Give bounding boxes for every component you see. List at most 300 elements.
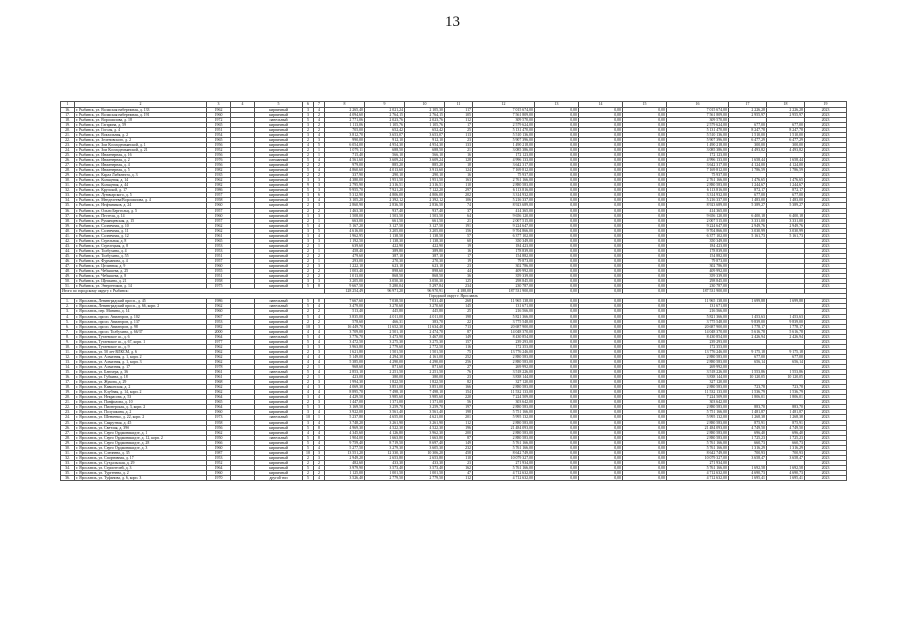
table-cell: 3 050,30 bbox=[365, 279, 405, 284]
table-cell: 24. bbox=[61, 415, 75, 420]
table-cell: 33. bbox=[61, 460, 75, 465]
table-cell: 16. bbox=[61, 375, 75, 380]
table-cell: 8 bbox=[314, 435, 325, 440]
table-cell: 3 bbox=[314, 349, 325, 354]
table-cell: 0,00 bbox=[579, 324, 623, 329]
table-cell: 2 771,06 bbox=[325, 117, 365, 122]
table-cell: 184 423,00 bbox=[473, 243, 535, 248]
table-cell: 3 bbox=[314, 264, 325, 269]
table-cell: 883,70 bbox=[767, 405, 805, 410]
table-cell: 7 921,20 bbox=[365, 188, 405, 193]
table-cell: 110 bbox=[445, 183, 473, 188]
table-cell: 270,30 bbox=[365, 259, 405, 264]
table-cell: 125 bbox=[445, 279, 473, 284]
table-cell: 2023 bbox=[805, 339, 847, 344]
table-cell: 28. bbox=[61, 168, 75, 173]
table-cell: 0,00 bbox=[535, 284, 579, 289]
table-cell: 6 477,29 bbox=[767, 137, 805, 142]
table-cell: 3 bbox=[314, 405, 325, 410]
table-cell: 1 951,50 bbox=[365, 178, 405, 183]
table-cell: 2023 bbox=[805, 218, 847, 223]
table-cell: 2023 bbox=[805, 344, 847, 349]
table-cell: 27 bbox=[445, 364, 473, 369]
table-cell: г. Рыбинск, ул. Солнечная, д. 11 bbox=[75, 228, 207, 233]
table-cell: 156 bbox=[445, 228, 473, 233]
table-cell: 2 bbox=[303, 137, 314, 142]
table-cell: 2023 bbox=[805, 354, 847, 359]
table-cell: 8 bbox=[314, 425, 325, 430]
table-cell: 1 bbox=[314, 364, 325, 369]
table-cell: 40. bbox=[61, 228, 75, 233]
table-cell: 4 522,30 bbox=[405, 425, 445, 430]
table-cell: 47. bbox=[61, 264, 75, 269]
table-cell: 293,00 bbox=[325, 259, 365, 264]
table-cell: 2 880 583,00 bbox=[473, 405, 535, 410]
table-cell: 4 954,30 bbox=[365, 142, 405, 147]
table-cell: 5 bbox=[303, 188, 314, 193]
table-cell: 1982 bbox=[207, 183, 231, 188]
total-cell: 187 531 900,00 bbox=[473, 289, 535, 294]
table-cell: 33. bbox=[61, 193, 75, 198]
header-cell: 4 bbox=[231, 102, 255, 108]
table-cell: 0,00 bbox=[623, 410, 667, 415]
table-cell: 458 bbox=[445, 450, 473, 455]
table-cell: 4 345,60 bbox=[325, 430, 365, 435]
table-cell: 0,00 bbox=[623, 274, 667, 279]
table-cell: панельный bbox=[255, 370, 303, 375]
table-cell: 3 479,00 bbox=[325, 304, 365, 309]
table-cell: 5 bbox=[303, 465, 314, 470]
table-cell: 10. bbox=[61, 344, 75, 349]
table-cell: кирпичный bbox=[255, 122, 303, 127]
table-cell: кирпичный bbox=[255, 445, 303, 450]
table-cell: 37. bbox=[61, 213, 75, 218]
total-cell: 128 254,49 bbox=[325, 289, 365, 294]
table-cell: 4 094,60 bbox=[325, 112, 365, 117]
table-cell: 9 175,18 bbox=[729, 349, 767, 354]
table-cell: 0,00 bbox=[535, 274, 579, 279]
table-cell: 1965 bbox=[207, 238, 231, 243]
header-cell: 7 bbox=[314, 102, 325, 108]
table-cell: 230 787,00 bbox=[473, 284, 535, 289]
table-cell: 290,10 bbox=[405, 173, 445, 178]
table-cell: г. Ярославль, просп. Авиаторов, д. 98 bbox=[75, 324, 207, 329]
table-cell: 22. bbox=[61, 137, 75, 142]
table-cell: 1 508,00 bbox=[325, 213, 365, 218]
table-cell: 0,00 bbox=[535, 223, 579, 228]
table-cell: 1. bbox=[61, 299, 75, 304]
table-cell: 8 923 689,00 bbox=[473, 203, 535, 208]
table-cell: 4 616,00 bbox=[325, 228, 365, 233]
table-cell: 0,00 bbox=[535, 168, 579, 173]
table-cell: 23 bbox=[445, 375, 473, 380]
table-cell: 1 725,23 bbox=[729, 435, 767, 440]
table-cell: 3 573,40 bbox=[405, 465, 445, 470]
table-cell: 5 277,50 bbox=[325, 445, 365, 450]
table-cell: 1962 bbox=[207, 349, 231, 354]
table-cell: 4 655,00 bbox=[365, 415, 405, 420]
table-cell: 0,00 bbox=[535, 198, 579, 203]
table-cell: 2 bbox=[303, 218, 314, 223]
table-cell: 1964 bbox=[207, 395, 231, 400]
table-cell: 0,00 bbox=[579, 142, 623, 147]
table-cell: 0,00 bbox=[623, 279, 667, 284]
table-cell: 1962 bbox=[207, 354, 231, 359]
table-cell: 2023 bbox=[805, 122, 847, 127]
table-cell: 0,00 bbox=[579, 450, 623, 455]
table-cell: кирпичный bbox=[255, 465, 303, 470]
table-cell: г. Ярославль, ул. Светлая, д. 39б bbox=[75, 425, 207, 430]
table-cell: 2023 bbox=[805, 314, 847, 319]
table-cell: 2023 bbox=[805, 137, 847, 142]
table-cell: 0,00 bbox=[579, 395, 623, 400]
table-cell: 0,00 bbox=[579, 410, 623, 415]
table-cell: 2023 bbox=[805, 329, 847, 334]
table-cell: 4 bbox=[314, 395, 325, 400]
table-cell: 2023 bbox=[805, 228, 847, 233]
table-cell: г. Ярославль, ул. Губкина, д. 18 bbox=[75, 375, 207, 380]
table-cell: 1970 bbox=[207, 476, 231, 481]
table-cell: 2 474,70 bbox=[405, 329, 445, 334]
table-cell: 300,00 bbox=[767, 142, 805, 147]
capital-repair-table-wrap bbox=[60, 101, 846, 481]
table-cell: 1 786,59 bbox=[729, 168, 767, 173]
table-cell: 34. bbox=[61, 465, 75, 470]
table-cell: панельный bbox=[255, 304, 303, 309]
table-cell: 5 312,90 bbox=[325, 193, 365, 198]
table-cell: 191 bbox=[445, 223, 473, 228]
table-cell: 2 bbox=[314, 309, 325, 314]
table-cell: 29. bbox=[61, 440, 75, 445]
table-cell: 14 048 370,00 bbox=[473, 329, 535, 334]
header-cell: 14 bbox=[579, 102, 623, 108]
table-cell: 2023 bbox=[805, 173, 847, 178]
table-cell: 1 822,50 bbox=[405, 380, 445, 385]
table-cell: 2023 bbox=[805, 243, 847, 248]
table-cell: 18. bbox=[61, 117, 75, 122]
table-cell: 4 860,60 bbox=[325, 168, 365, 173]
table-cell: 2023 bbox=[805, 380, 847, 385]
table-cell: 1 371,00 bbox=[405, 400, 445, 405]
table-cell: 2 764,15 bbox=[405, 112, 445, 117]
table-cell: 1966 bbox=[207, 440, 231, 445]
table-cell: 0,00 bbox=[579, 319, 623, 324]
table-cell: 3 609,24 bbox=[365, 158, 405, 163]
table-cell: 74 bbox=[445, 203, 473, 208]
table-cell: г. Рыбинск, ул. Ольги Берггольц, д. 5 bbox=[75, 208, 207, 213]
table-cell: 178 839,00 bbox=[667, 248, 729, 253]
table-cell: кирпичный bbox=[255, 153, 303, 158]
table-cell: 112 bbox=[445, 420, 473, 425]
table-cell: 3 838 144,00 bbox=[473, 375, 535, 380]
table-cell: 0,00 bbox=[623, 359, 667, 364]
table-cell: 1 476,65 bbox=[767, 178, 805, 183]
table-cell: 2023 bbox=[805, 405, 847, 410]
table-cell: 0,00 bbox=[535, 324, 579, 329]
table-cell: 4 011,00 bbox=[365, 314, 405, 319]
table-cell: 1964 bbox=[207, 405, 231, 410]
table-cell: 715,40 bbox=[325, 153, 365, 158]
table-cell: 0,00 bbox=[579, 153, 623, 158]
table-cell: 232 bbox=[445, 445, 473, 450]
table-cell: 968,60 bbox=[325, 364, 365, 369]
table-cell: 105 bbox=[445, 112, 473, 117]
table-cell: 2 105,30 bbox=[405, 107, 445, 112]
table-cell: 11 652,30 bbox=[365, 324, 405, 329]
table-cell: г. Ярославль, ул. Блюхера, д. 36 bbox=[75, 370, 207, 375]
table-cell: г. Рыбинск, ул. Инженерная, д. 16 bbox=[75, 153, 207, 158]
table-cell: 4 bbox=[314, 410, 325, 415]
table-cell: 3 050,30 bbox=[405, 279, 445, 284]
table-cell: 5 280,04 bbox=[365, 284, 405, 289]
table-cell: г. Рыбинск, ул. Гагарина, д. 59 bbox=[75, 122, 207, 127]
table-cell: 26. bbox=[61, 158, 75, 163]
table-cell: 21 484 093,00 bbox=[473, 425, 535, 430]
table-cell: 8 719,50 bbox=[365, 440, 405, 445]
table-cell: 3 851,00 bbox=[365, 385, 405, 390]
table-cell: г. Рыбинск, ул. Зои Космодемьянской, д. 1 bbox=[75, 142, 207, 147]
table-cell: 0,00 bbox=[535, 455, 579, 460]
table-cell: 220 bbox=[445, 395, 473, 400]
table-cell: г. Ярославль, ул. Серго Орджоникидзе, д. 28 bbox=[75, 440, 207, 445]
table-cell: 0,00 bbox=[579, 158, 623, 163]
table-cell: 2023 bbox=[805, 248, 847, 253]
table-cell: 3 bbox=[314, 178, 325, 183]
table-cell: г. Рыбинск, ул. Инженерная, д. 2 bbox=[75, 158, 207, 163]
table-cell: 1 bbox=[314, 248, 325, 253]
table-cell: 5 bbox=[303, 314, 314, 319]
table-cell: 21. bbox=[61, 400, 75, 405]
table-cell: 1976 bbox=[207, 158, 231, 163]
table-cell: 677,00 bbox=[767, 122, 805, 127]
table-cell: 422,90 bbox=[405, 243, 445, 248]
table-cell: 0,00 bbox=[535, 137, 579, 142]
table-cell: 6 377 102,00 bbox=[667, 233, 729, 238]
table-cell: 0,00 bbox=[535, 259, 579, 264]
table-cell: 1958 bbox=[207, 198, 231, 203]
table-cell: 202 bbox=[445, 193, 473, 198]
table-cell: 76 bbox=[445, 370, 473, 375]
table-cell: 2 860,90 bbox=[325, 203, 365, 208]
table-cell: 3 259,70 bbox=[365, 405, 405, 410]
table-cell: панельный bbox=[255, 435, 303, 440]
table-cell: 1960 bbox=[207, 112, 231, 117]
table-cell: кирпичный bbox=[255, 410, 303, 415]
table-cell: 327 120,00 bbox=[473, 380, 535, 385]
table-cell: 0,00 bbox=[535, 410, 579, 415]
table-cell: 0,00 bbox=[579, 460, 623, 465]
table-cell: 7 561 809,00 bbox=[667, 112, 729, 117]
table-cell: 2023 bbox=[805, 178, 847, 183]
table-cell: 2 bbox=[303, 248, 314, 253]
table-cell: 3. bbox=[61, 309, 75, 314]
table-cell: 2023 bbox=[805, 168, 847, 173]
table-cell: 883,70 bbox=[729, 405, 767, 410]
table-cell: 0,00 bbox=[579, 440, 623, 445]
table-cell: 1 692,58 bbox=[729, 465, 767, 470]
table-cell: 2 bbox=[303, 259, 314, 264]
table-cell: 1 476,65 bbox=[729, 178, 767, 183]
table-cell: 0,00 bbox=[579, 329, 623, 334]
table-cell: 38. bbox=[61, 218, 75, 223]
table-cell: 723,78 bbox=[729, 385, 767, 390]
table-cell: 2 bbox=[303, 349, 314, 354]
table-cell: кирпичный bbox=[255, 359, 303, 364]
table-cell: 0,00 bbox=[579, 380, 623, 385]
table-cell: 5 821 366,00 bbox=[473, 314, 535, 319]
table-cell: 17. bbox=[61, 112, 75, 117]
table-cell: 1956 bbox=[207, 425, 231, 430]
table-cell: 0,00 bbox=[623, 223, 667, 228]
table-cell: 0,00 bbox=[535, 208, 579, 213]
table-cell: 1 138,50 bbox=[405, 233, 445, 238]
table-cell: г. Рыбинск, ул. Кольцевая, д. 44 bbox=[75, 183, 207, 188]
table-cell: 0,00 bbox=[535, 319, 579, 324]
table-cell: 0,00 bbox=[579, 107, 623, 112]
table-cell: 1 453,63 bbox=[729, 314, 767, 319]
table-cell: 0,00 bbox=[623, 304, 667, 309]
table-cell: 4 bbox=[314, 339, 325, 344]
table-cell: кирпичный bbox=[255, 470, 303, 475]
table-cell: 0,00 bbox=[623, 233, 667, 238]
table-cell: 1 510,00 bbox=[767, 132, 805, 137]
table-cell: 359 339,00 bbox=[667, 274, 729, 279]
table-cell: 433,30 bbox=[405, 460, 445, 465]
table-cell: кирпичный bbox=[255, 243, 303, 248]
table-cell: 2. bbox=[61, 304, 75, 309]
table-cell: 5 237,80 bbox=[325, 415, 365, 420]
table-cell: 2 880 583,00 bbox=[473, 183, 535, 188]
table-cell: 0,00 bbox=[623, 137, 667, 142]
table-cell: 5 510 136,00 bbox=[667, 132, 729, 137]
table-cell: г. Рыбинск, ул. Целинная, д. 9 bbox=[75, 264, 207, 269]
table-cell: 4 bbox=[314, 132, 325, 137]
table-cell: 4 bbox=[314, 233, 325, 238]
table-cell: кирпичный bbox=[255, 213, 303, 218]
table-cell: 112 bbox=[445, 117, 473, 122]
table-cell: 2 392,12 bbox=[405, 198, 445, 203]
table-cell: 3 127,50 bbox=[405, 223, 445, 228]
table-cell: 298 845,00 bbox=[667, 279, 729, 284]
table-cell: 871,60 bbox=[405, 364, 445, 369]
table-cell: 4 290,00 bbox=[365, 359, 405, 364]
table-cell: 10 bbox=[303, 324, 314, 329]
table-cell: 2 bbox=[303, 243, 314, 248]
table-cell: 2 880 583,00 bbox=[473, 385, 535, 390]
table-cell: 2023 bbox=[805, 158, 847, 163]
table-cell: 256 bbox=[445, 359, 473, 364]
table-cell: 5 995 132,00 bbox=[473, 415, 535, 420]
table-cell: 82 bbox=[445, 380, 473, 385]
table-cell: 0,00 bbox=[535, 253, 579, 258]
table-cell: 677,00 bbox=[767, 193, 805, 198]
table-cell: 652,42 bbox=[405, 127, 445, 132]
table-cell: 4 380,00 bbox=[325, 178, 365, 183]
table-cell: 0,00 bbox=[579, 218, 623, 223]
table-cell: 0,00 bbox=[623, 173, 667, 178]
table-cell: 0,00 bbox=[579, 259, 623, 264]
table-cell: 2023 bbox=[805, 304, 847, 309]
table-cell: 4 806,00 bbox=[405, 193, 445, 198]
table-cell: 0,00 bbox=[579, 425, 623, 430]
table-cell: 25 bbox=[445, 309, 473, 314]
table-cell: кирпичный bbox=[255, 163, 303, 168]
table-cell: г. Рыбинск, ул. Инженерная, д. 5 bbox=[75, 168, 207, 173]
table-cell: 2 bbox=[314, 470, 325, 475]
table-cell: 0,00 bbox=[535, 183, 579, 188]
table-cell: кирпичный bbox=[255, 132, 303, 137]
table-cell: 2 bbox=[314, 319, 325, 324]
table-cell: 21. bbox=[61, 132, 75, 137]
table-cell: 2023 bbox=[805, 450, 847, 455]
table-cell: 1 001,50 bbox=[365, 470, 405, 475]
header-cell: 17 bbox=[729, 102, 767, 108]
table-cell: 3 205,00 bbox=[365, 228, 405, 233]
table-cell: 0,00 bbox=[579, 188, 623, 193]
table-cell: 422,90 bbox=[365, 243, 405, 248]
table-cell: 10 079 327,00 bbox=[667, 455, 729, 460]
table-cell: 9 656 120,00 bbox=[667, 213, 729, 218]
table-cell: 75 bbox=[445, 349, 473, 354]
table-cell: 389,80 bbox=[365, 248, 405, 253]
table-cell: 302 786,00 bbox=[473, 264, 535, 269]
table-cell: 2 955,97 bbox=[767, 112, 805, 117]
table-cell: 2 bbox=[314, 253, 325, 258]
table-cell: 1 bbox=[314, 415, 325, 420]
table-cell: 2 955,97 bbox=[729, 112, 767, 117]
table-cell: 0,00 bbox=[535, 425, 579, 430]
table-cell: кирпичный bbox=[255, 430, 303, 435]
table-cell: 1950 bbox=[207, 435, 231, 440]
table-cell: 5 bbox=[303, 168, 314, 173]
table-cell: смешанный bbox=[255, 158, 303, 163]
table-cell: 885,20 bbox=[365, 163, 405, 168]
table-cell: 2023 bbox=[805, 132, 847, 137]
table-cell: 20 687 900,00 bbox=[473, 324, 535, 329]
table-cell: г. Рыбинск, ул. Менделеева/Ворошилова, д. 4 bbox=[75, 198, 207, 203]
table-cell: 3 bbox=[303, 112, 314, 117]
table-cell: 0,00 bbox=[579, 243, 623, 248]
table-cell: 10 079 327,00 bbox=[473, 455, 535, 460]
table-cell: 0,00 bbox=[579, 178, 623, 183]
table-cell: 677,00 bbox=[729, 122, 767, 127]
table-cell: 0,00 bbox=[535, 248, 579, 253]
table-cell: 2 880 583,00 bbox=[473, 430, 535, 435]
table-cell: 1957 bbox=[207, 193, 231, 198]
table-cell: 8 247,78 bbox=[729, 127, 767, 132]
table-cell: 10 bbox=[303, 415, 314, 420]
table-cell: 0,00 bbox=[579, 370, 623, 375]
table-cell: 23. bbox=[61, 410, 75, 415]
table-cell: 116 bbox=[445, 344, 473, 349]
table-cell: 1 536,79 bbox=[767, 390, 805, 395]
table-cell: 3 270,60 bbox=[405, 304, 445, 309]
table-cell: 4 522,30 bbox=[365, 425, 405, 430]
table-cell: 1 316,29 bbox=[729, 445, 767, 450]
table-cell: 25 bbox=[445, 127, 473, 132]
table-cell: 8 430 854,00 bbox=[667, 334, 729, 339]
table-cell: 35. bbox=[61, 203, 75, 208]
table-cell: 2 021,24 bbox=[365, 107, 405, 112]
table-cell: 7 224 509,00 bbox=[473, 395, 535, 400]
table-cell: 5 385,00 bbox=[325, 359, 365, 364]
table-cell: 3 776,70 bbox=[325, 334, 365, 339]
table-cell: 298 845,00 bbox=[473, 279, 535, 284]
table-cell: 5 bbox=[303, 117, 314, 122]
table-cell: 113 bbox=[445, 132, 473, 137]
table-cell: кирпичный bbox=[255, 198, 303, 203]
table-cell: 2 761 166,00 bbox=[473, 178, 535, 183]
